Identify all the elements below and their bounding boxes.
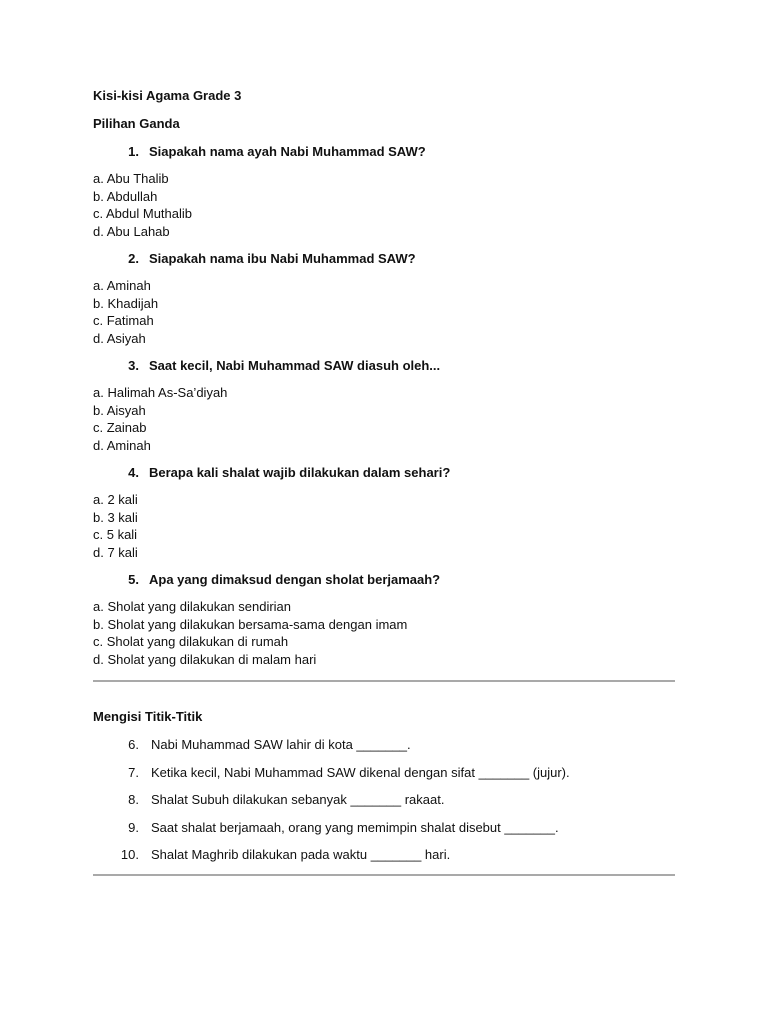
option-list [93, 170, 675, 240]
question-text: Siapakah nama ayah Nabi Muhammad SAW? [149, 144, 426, 159]
fill-in-item [105, 819, 675, 836]
fill-in-number: 8. [128, 792, 139, 807]
question [93, 143, 675, 160]
document-title: Kisi-kisi Agama Grade 3 [93, 88, 242, 103]
question-text: Saat kecil, Nabi Muhammad SAW diasuh oleh... [149, 358, 441, 373]
horizontal-rule-bottom [93, 874, 675, 876]
question-number: 3. [128, 358, 139, 373]
option: c. Fatimah [93, 313, 154, 328]
question-text: Apa yang dimaksud dengan sholat berjamaah? [149, 572, 441, 587]
fill-in-number: 10. [120, 847, 139, 862]
question-text: Siapakah nama ibu Nabi Muhammad SAW? [149, 251, 416, 266]
question-text: Berapa kali shalat wajib dilakukan dalam sehari? [149, 465, 451, 480]
option: b. Abdullah [93, 188, 158, 204]
option: a. Sholat yang dilakukan sendirian [93, 599, 292, 614]
fill-in-text: Saat shalat berjamaah, orang yang memimpin shalat disebut _______. [151, 819, 559, 835]
option: b. 3 kali [93, 509, 138, 525]
option: a. 2 kali [93, 492, 138, 507]
option: a. Halimah As-Sa’diyah [93, 385, 228, 400]
option: c. Sholat yang dilakukan di rumah [93, 634, 289, 649]
section-heading-multiple-choice: Pilihan Ganda [93, 116, 180, 131]
option: d. Aminah [93, 437, 151, 453]
option: d. 7 kali [93, 544, 138, 560]
option-list [93, 384, 675, 454]
option: b. Aisyah [93, 402, 146, 418]
fill-in-text: Shalat Maghrib dilakukan pada waktu _______ hari. [151, 847, 451, 862]
option: b. Khadijah [93, 295, 159, 311]
fill-in-number: 7. [128, 764, 139, 780]
fill-in-item [105, 736, 675, 753]
question [93, 250, 675, 267]
option-list [93, 491, 675, 561]
fill-in-list [105, 736, 675, 863]
fill-in-number: 6. [128, 737, 139, 752]
question [93, 571, 675, 588]
question [93, 464, 675, 481]
section-heading-fill-in: Mengisi Titik-Titik [93, 709, 203, 724]
fill-in-text: Shalat Subuh dilakukan sebanyak _______ rakaat. [151, 792, 445, 807]
option: c. Zainab [93, 420, 147, 435]
fill-in-text: Ketika kecil, Nabi Muhammad SAW dikenal dengan sifat _______ (jujur). [151, 764, 570, 780]
question-number: 5. [128, 572, 139, 587]
option-list [93, 277, 675, 347]
option: d. Sholat yang dilakukan di malam hari [93, 651, 317, 667]
option: c. 5 kali [93, 527, 138, 542]
document-body [93, 87, 675, 876]
fill-in-number: 9. [128, 819, 139, 835]
question-number: 1. [128, 144, 139, 159]
option: b. Sholat yang dilakukan bersama-sama dengan imam [93, 616, 408, 632]
fill-in-item [105, 764, 675, 781]
question [93, 357, 675, 374]
fill-in-item [105, 791, 675, 808]
option: a. Abu Thalib [93, 171, 169, 186]
question-number: 4. [128, 465, 139, 480]
option: c. Abdul Muthalib [93, 206, 193, 221]
option: d. Abu Lahab [93, 223, 170, 239]
option: d. Asiyah [93, 330, 146, 346]
option: a. Aminah [93, 278, 151, 293]
fill-in-item [105, 846, 675, 863]
fill-in-text: Nabi Muhammad SAW lahir di kota _______. [151, 737, 411, 752]
option-list [93, 598, 675, 668]
question-number: 2. [128, 251, 139, 266]
horizontal-rule [93, 680, 675, 682]
